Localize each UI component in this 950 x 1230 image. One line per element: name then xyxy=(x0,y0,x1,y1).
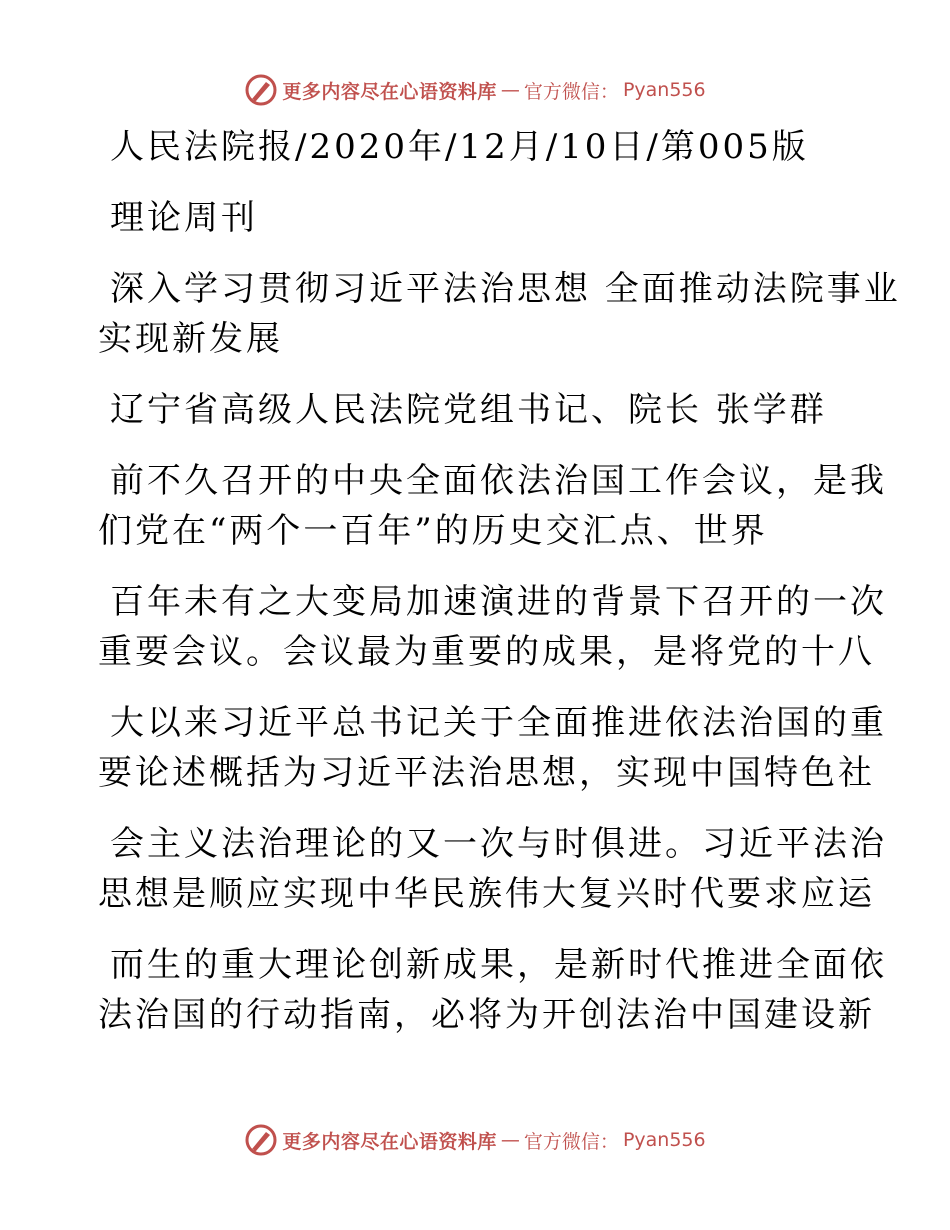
author-line: 辽宁省高级人民法院党组书记、院长 张学群 xyxy=(110,390,827,430)
watermark-promo-text: 更多内容尽在心语资料库 xyxy=(282,80,497,103)
watermark-banner-top xyxy=(0,70,950,110)
quill-logo-icon xyxy=(244,73,278,107)
article-title-line-1: 深入学习贯彻习近平法治思想 全面推动法院事业 xyxy=(110,269,901,309)
body-paragraph-5-line-2: 法治国的行动指南，必将为开创法治中国建设新 xyxy=(98,995,875,1035)
watermark-wechat-label: 官方微信： xyxy=(523,80,619,103)
body-paragraph-2-line-2: 重要会议。会议最为重要的成果，是将党的十八 xyxy=(98,632,875,672)
body-paragraph-1-line-1: 前不久召开的中央全面依法治国工作会议，是我 xyxy=(110,461,887,501)
body-paragraph-3-line-1: 大以来习近平总书记关于全面推进依法治国的重 xyxy=(110,703,887,743)
quill-logo-icon xyxy=(244,1123,278,1157)
body-paragraph-3-line-2: 要论述概括为习近平法治思想，实现中国特色社 xyxy=(98,753,875,793)
watermark-wechat-label: 官方微信： xyxy=(523,1130,619,1153)
body-paragraph-5-line-1: 而生的重大理论创新成果，是新时代推进全面依 xyxy=(110,945,887,985)
article-content xyxy=(98,122,901,1040)
body-paragraph-4-line-2: 思想是顺应实现中华民族伟大复兴时代要求应运 xyxy=(98,874,875,914)
article-title-line-2: 实现新发展 xyxy=(98,319,283,359)
watermark-wechat-id: Pyan556 xyxy=(622,1129,706,1151)
watermark-banner-bottom xyxy=(0,1120,950,1160)
column-name: 理论周刊 xyxy=(110,198,258,238)
watermark-promo-text: 更多内容尽在心语资料库 xyxy=(282,1130,497,1153)
watermark-separator: — xyxy=(500,79,520,101)
watermark-separator: — xyxy=(500,1129,520,1151)
body-paragraph-2-line-1: 百年未有之大变局加速演进的背景下召开的一次 xyxy=(110,582,887,622)
body-paragraph-1-line-2: 们党在“两个一百年”的历史交汇点、世界 xyxy=(98,511,768,551)
body-paragraph-4-line-1: 会主义法治理论的又一次与时俱进。习近平法治 xyxy=(110,824,887,864)
watermark-wechat-id: Pyan556 xyxy=(622,79,706,101)
source-line: 人民法院报/2020年/12月/10日/第005版 xyxy=(110,127,809,167)
